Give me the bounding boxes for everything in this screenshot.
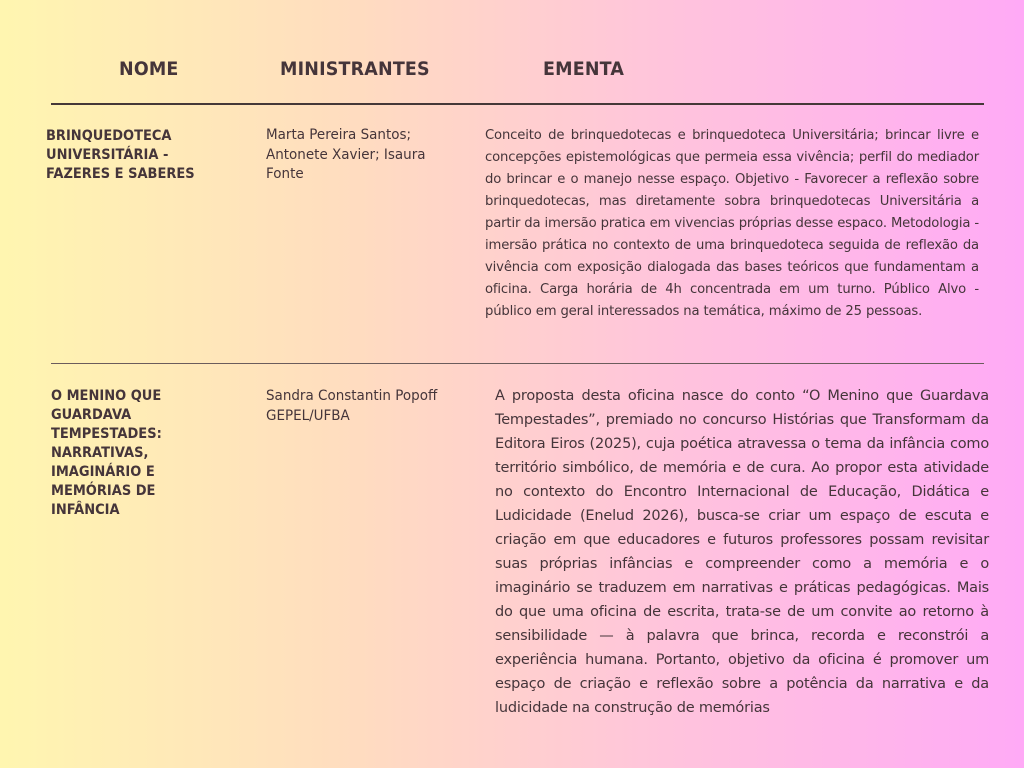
row-ementa: A proposta desta oficina nasce do conto “O Menino que Guardava Tempestades”, premiado no concurso Histórias que Transformam da Editora Eiros (2025), cuja poética atravessa o tema da infância como território simbólico, de memória e de cura. Ao propor esta atividade no contexto do Encontro Internacional de Educação, Didática e Ludicidade (Enelud 2026), busca-se criar um espaço de escuta e criação em que educadores e futuros professores possam revisitar suas próprias infâncias e compreender como a memória e o imaginário se traduzem em narrativas e práticas pedagógicas. Mais do que uma oficina de escrita, trata-se de um convite ao retorno à sensibilidade — à palavra que brinca, recorda e reconstrói a experiência humana. Portanto, objetivo da oficina é promover um espaço de criação e reflexão sobre a potência da narrativa e da ludicidade na construção de memórias xyxy=(495,388,989,716)
column-header-ministrantes: MINISTRANTES xyxy=(280,58,430,80)
column-header-nome: NOME xyxy=(119,58,179,80)
row-ministrantes: Marta Pereira Santos; Antonete Xavier; Isaura Fonte xyxy=(266,127,426,182)
row-ministrantes: Sandra Constantin Popoff GEPEL/UFBA xyxy=(266,388,438,424)
row-nome: O MENINO QUE GUARDAVA TEMPESTADES: NARRATIVAS, IMAGINÁRIO E MEMÓRIAS DE INFÂNCIA xyxy=(51,388,162,518)
row-divider xyxy=(51,363,984,364)
row-ementa: Conceito de brinquedotecas e brinquedoteca Universitária; brincar livre e concepções epistemológicas que permeia essa vivência; perfil do mediador do brincar e o manejo nesse espaço. Objetivo - Favorecer a reflexão sobre brinquedotecas, mas diretamente sobra brinquedotecas Universitária a partir da imersão pratica em vivencias próprias desse espaco. Metodologia - imersão prática no contexto de uma brinquedoteca seguida de reflexão da vivência com exposição dialogada das bases teóricos que fundamentam a oficina. Carga horária de 4h concentrada em um turno. Público Alvo - público em geral interessados na temática, máximo de 25 pessoas. xyxy=(485,128,979,319)
row-nome: BRINQUEDOTECA UNIVERSITÁRIA - FAZERES E SABERES xyxy=(46,128,195,182)
column-header-ementa: EMENTA xyxy=(543,58,625,80)
header-divider xyxy=(51,103,984,105)
